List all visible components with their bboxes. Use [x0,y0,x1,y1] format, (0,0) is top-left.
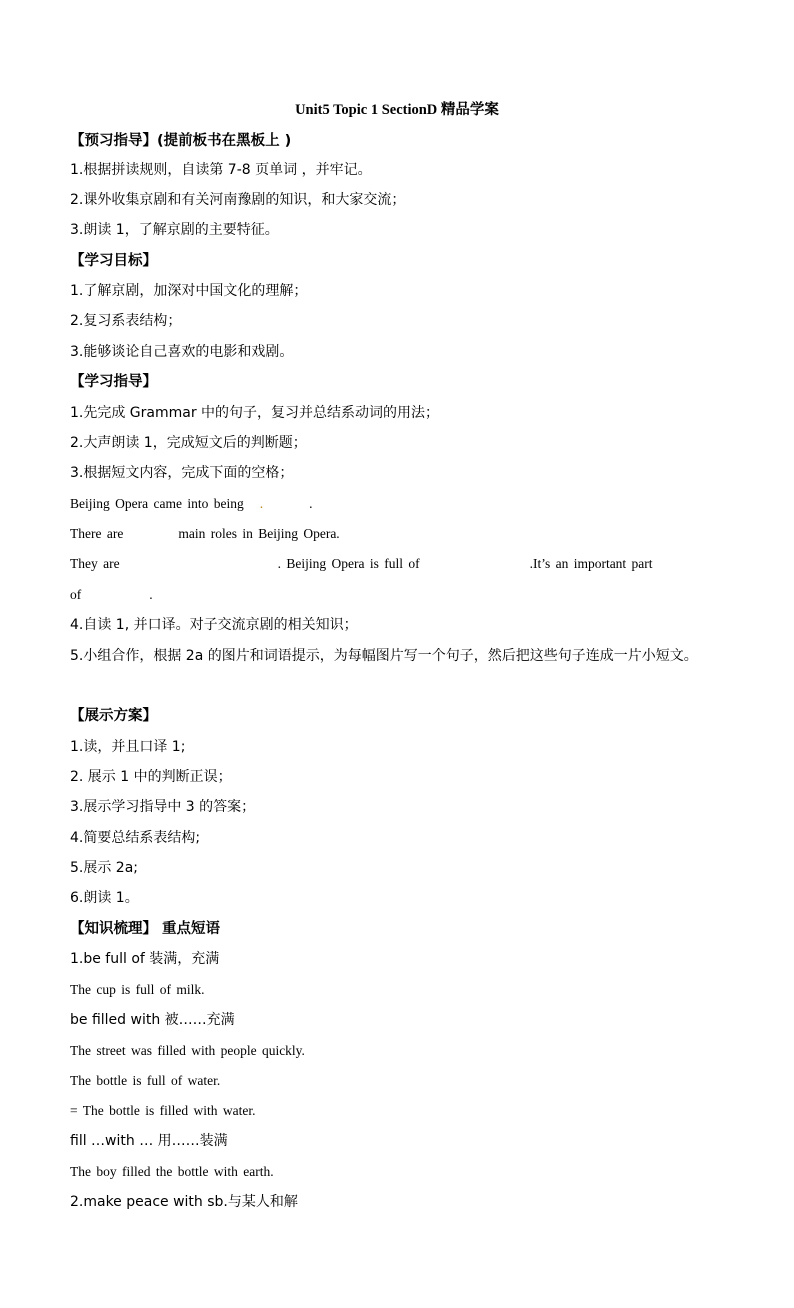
list-item: fill …with … 用……装满 [70,1133,228,1149]
list-item: 1.be full of 装满，充满 [70,951,220,967]
list-item: 5.小组合作，根据 2a 的图片和词语提示，为每幅图片写一个句子，然后把这些句子连成一片小短文。 [70,648,698,664]
list-item: 3.展示学习指导中 3 的答案； [70,799,256,815]
fill-text: Beijing Opera came into being [70,496,244,511]
example-sentence: = The bottle is filled with water. [70,1103,256,1118]
fill-blank-line-1 [70,494,730,514]
example-sentence: The bottle is full of water. [70,1073,221,1088]
fill-text: There are [70,526,124,541]
page-title: Unit5 Topic 1 SectionD 精品学案 [295,102,499,118]
fill-text: of [70,587,82,602]
example-sentence: The street was filled with people quickly. [70,1043,305,1058]
list-item: 4.简要总结系表结构; [70,830,201,846]
fill-text: . [259,496,264,511]
list-item: 1.读，并且口译 1; [70,739,186,755]
list-item: 2.课外收集京剧和有关河南豫剧的知识，和大家交流； [70,192,406,208]
section-heading-show: 【展示方案】 [70,708,157,724]
list-item: 4.自读 1, 并口译。对子交流京剧的相关知识； [70,617,358,633]
fill-text: main roles in Beijing Opera. [178,526,340,541]
list-item: 2. 展示 1 中的判断正误； [70,769,232,785]
list-item: 5.展示 2a; [70,860,139,876]
fill-blank-line-2 [70,524,730,544]
fill-text: . [149,587,153,602]
fill-text: .It’s an important part [529,556,653,571]
fill-text: They are [70,556,120,571]
fill-blank-line-3 [70,554,730,574]
fill-blank-line-4 [70,585,730,605]
section-heading-preview: 【预习指导】(提前板书在黑板上 ) [70,133,292,149]
list-item: 2.大声朗读 1，完成短文后的判断题； [70,435,307,451]
example-sentence: The cup is full of milk. [70,982,205,997]
example-sentence: The boy filled the bottle with earth. [70,1164,274,1179]
section-heading-knowledge: 【知识梳理】 重点短语 [70,921,221,937]
list-item: 3.能够谈论自己喜欢的电影和戏剧。 [70,344,294,360]
section-heading-guide: 【学习指导】 [70,374,157,390]
list-item: 6.朗读 1。 [70,890,139,906]
fill-text: . [309,496,313,511]
list-item: 2.make peace with sb.与某人和解 [70,1194,298,1210]
list-item: 3.根据短文内容，完成下面的空格； [70,465,294,481]
section-heading-goals: 【学习目标】 [70,253,157,269]
list-item: 1.了解京剧，加深对中国文化的理解； [70,283,308,299]
list-item: 3.朗读 1，了解京剧的主要特征。 [70,222,279,238]
list-item: 1.先完成 Grammar 中的句子，复习并总结系动词的用法； [70,405,440,421]
list-item: be filled with 被……充满 [70,1012,235,1028]
list-item: 2.复习系表结构； [70,313,182,329]
list-item: 1.根据拼读规则，自读第 7-8 页单词 ，并牢记。 [70,162,372,178]
fill-text: . Beijing Opera is full of [277,556,420,571]
